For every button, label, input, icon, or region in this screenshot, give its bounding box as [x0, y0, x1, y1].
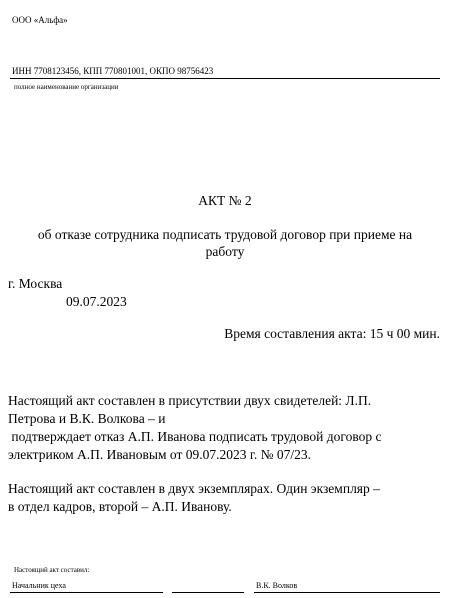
body-para1-line2: Петрова и В.К. Волкова – и	[8, 411, 166, 426]
body-para2-line2: в отдел кадров, второй – А.П. Иванову.	[8, 499, 232, 514]
act-title: АКТ № 2	[198, 193, 252, 208]
signer-name: В.К. Волков	[256, 581, 298, 590]
signature-caption: Настоящий акт составил:	[14, 566, 90, 574]
compose-time: Время составления акта: 15 ч 00 мин.	[224, 326, 440, 341]
city: г. Москва	[8, 276, 63, 291]
act-date: 09.07.2023	[66, 294, 127, 309]
name-line	[254, 592, 440, 593]
body-para2-line1: Настоящий акт составлен в двух экземплярах. Один экземпляр –	[8, 481, 380, 496]
act-subject-line2: работу	[205, 244, 245, 259]
signature-line	[172, 592, 244, 593]
signer-position: Начальник цеха	[12, 581, 66, 590]
body-para1-line1: Настоящий акт составлен в присутствии двух свидетелей: Л.П.	[8, 393, 372, 408]
act-subject-line1: об отказе сотрудника подписать трудовой договор при приеме на	[37, 227, 413, 242]
org-name: ООО «Альфа»	[12, 15, 68, 25]
org-underline	[10, 78, 440, 79]
position-line	[10, 592, 163, 593]
org-caption: полное наименование организации	[14, 83, 119, 91]
body-para1-line3: подтверждает отказ А.П. Иванова подписать трудовой договор с	[8, 429, 382, 444]
body-para1-line4: электриком А.П. Ивановым от 09.07.2023 г. № 07/23.	[8, 447, 311, 462]
org-requisites: ИНН 7708123456, КПП 770801001, ОКПО 98756423	[12, 66, 214, 76]
